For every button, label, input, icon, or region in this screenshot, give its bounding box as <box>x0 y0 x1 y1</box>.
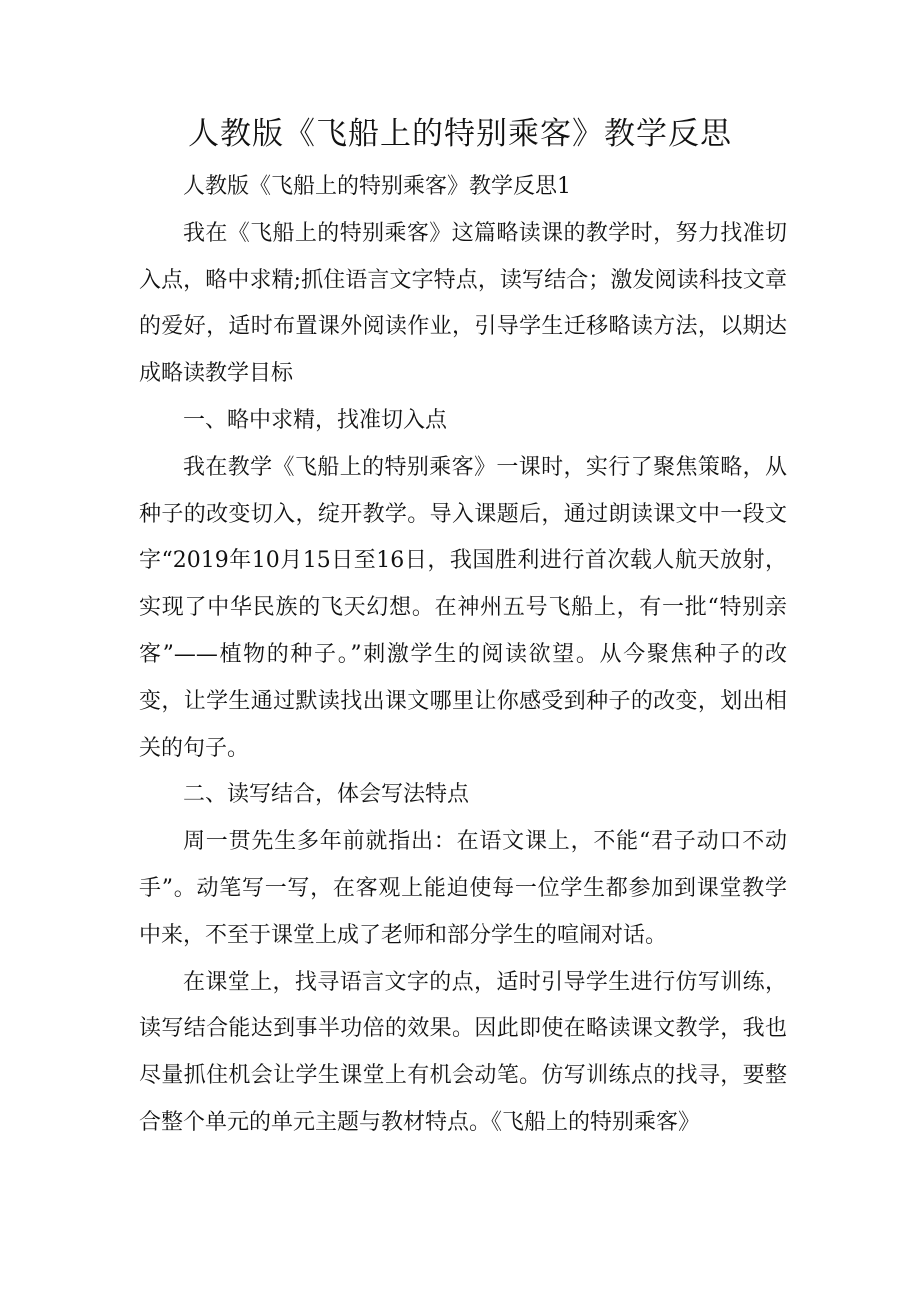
document-subtitle: 人教版《飞船上的特别乘客》教学反思1 <box>183 174 571 199</box>
section-heading-2: 二、读写结合，体会写法特点 <box>183 782 470 808</box>
document-body <box>139 164 787 1147</box>
paragraph-section-2a: 周一贯先生多年前就指出：在语文课上，不能“君子动口不动手”。动笔写一写，在客观上能迫使每一位学生都参加到课堂教学中来，不至于课堂上成了老师和部分学生的喧闹对话。 <box>139 829 787 948</box>
section-heading-1: 一、略中求精，找准切入点 <box>183 407 448 433</box>
paragraph-intro: 我在《飞船上的特别乘客》这篇略读课的教学时，努力找准切入点，略中求精;抓住语言文字特点，读写结合；激发阅读科技文章的爱好，适时布置课外阅读作业，引导学生迁移略读方法，以期达成略读教学目标 <box>139 220 787 387</box>
paragraph-section-1: 我在教学《飞船上的特别乘客》一课时，实行了聚焦策略，从种子的改变切入，绽开教学。导入课题后，通过朗读课文中一段文字“2019年10月15日至16日，我国胜利进行首次载人航天放射，实现了中华民族的飞天幻想。在神州五号飞船上，有一批“特别亲客”——植物的种子。”刺激学生的阅读欲望。从今聚焦种子的改变，让学生通过默读找出课文哪里让你感受到种子的改变，划出相关的句子。 <box>139 454 787 761</box>
paragraph-section-2b: 在课堂上，找寻语言文字的点，适时引导学生进行仿写训练，读写结合能达到事半功倍的效果。因此即使在略读课文教学，我也尽量抓住机会让学生课堂上有机会动笔。仿写训练点的找寻，要整合整个单元的单元主题与教材特点。《飞船上的特别乘客》 <box>139 969 787 1135</box>
document-title: 人教版《飞船上的特别乘客》教学反思 <box>188 116 732 152</box>
